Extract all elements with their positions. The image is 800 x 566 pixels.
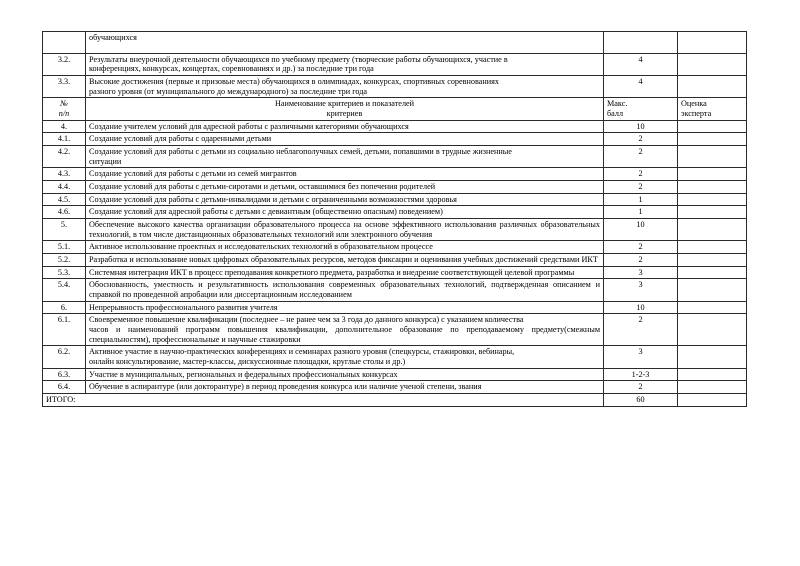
row-number-cell: 5.1. — [43, 241, 86, 254]
total-label: ИТОГО: — [43, 394, 604, 407]
row-score-cell[interactable]: 1-2-3 — [604, 368, 678, 381]
row-score-cell[interactable]: 3 — [604, 346, 678, 368]
row-eval-cell[interactable] — [678, 146, 747, 168]
table-row — [43, 76, 747, 98]
row-number-cell: 4.3. — [43, 168, 86, 181]
row-number-cell: 4.5. — [43, 193, 86, 206]
row-name-cell: Обеспечение высокого качества организации образовательного процесса на основе эффективного использования различных образовательных технологий, в том числе дистанционных образовательных технологий или электронного обучения — [86, 219, 604, 241]
criterion-text-extra: ситуации — [89, 156, 122, 166]
row-score-cell[interactable] — [604, 32, 678, 54]
row-score-cell[interactable]: 2 — [604, 146, 678, 168]
row-number-cell: 6.3. — [43, 368, 86, 381]
row-name-cell — [86, 32, 604, 54]
table-row — [43, 241, 747, 254]
row-name-cell: Создание условий для адресной работы с детьми с девиантным (общественно опасным) поведением) — [86, 206, 604, 219]
row-score-cell[interactable]: 1 — [604, 193, 678, 206]
criterion-text-extra: разного уровня (от муниципального до международного) за последние три года — [89, 86, 368, 96]
row-score-cell[interactable]: 2 — [604, 314, 678, 346]
table-row — [43, 381, 747, 394]
row-number-cell: 5.2. — [43, 254, 86, 267]
row-number-cell: 4.4. — [43, 181, 86, 194]
criterion-text: Высокие достижения (первые и призовые места) обучающихся в олимпиадах, конкурсах, спортивных соревнованиях — [89, 77, 500, 87]
row-name-cell — [86, 76, 604, 98]
column-header-eval-line1: Оценка — [681, 99, 707, 109]
row-name-cell: Активное использование проектных и исследовательских технологий в образовательном процессе — [86, 241, 604, 254]
table-row — [43, 301, 747, 314]
row-number-cell: 3.3. — [43, 76, 86, 98]
row-number-cell: 6.1. — [43, 314, 86, 346]
row-name-cell: Обучение в аспирантуре (или докторантуре) в период проведения конкурса или наличие ученой степени, звания — [86, 381, 604, 394]
column-header-eval — [678, 98, 747, 120]
row-eval-cell[interactable] — [678, 193, 747, 206]
column-header-number-line1: № — [60, 99, 68, 109]
row-eval-cell[interactable] — [678, 181, 747, 194]
table-row — [43, 219, 747, 241]
table-row — [43, 146, 747, 168]
row-eval-cell[interactable] — [678, 76, 747, 98]
column-header-name-line1: Наименование критериев и показателей — [274, 99, 415, 109]
table-row — [43, 279, 747, 301]
row-eval-cell[interactable] — [678, 301, 747, 314]
row-number-cell: 5.3. — [43, 266, 86, 279]
table-row — [43, 181, 747, 194]
row-eval-cell[interactable] — [678, 266, 747, 279]
table-row — [43, 133, 747, 146]
table-row — [43, 254, 747, 267]
table-header-row — [43, 98, 747, 120]
criterion-text-extra: онлайн консультирование, мастер-классы, дискуссионные площадки, круглые столы и др.) — [89, 357, 406, 367]
criteria-scoring-table — [42, 31, 747, 407]
table-row — [43, 32, 747, 54]
row-number-cell: 4.1. — [43, 133, 86, 146]
criterion-text-extra: конференциях, конкурсах, концертах, соревнованиях и др.) за последние три года — [89, 64, 374, 74]
row-eval-cell[interactable] — [678, 219, 747, 241]
row-number-cell: 3.2. — [43, 53, 86, 75]
row-score-cell[interactable]: 4 — [604, 53, 678, 75]
row-name-cell: Создание условий для работы с детьми-инвалидами и детьми с ограниченными возможностями здоровья — [86, 193, 604, 206]
row-number-cell: 6. — [43, 301, 86, 314]
criterion-text-extra: часов и наименований программ повышения квалификации, дополнительное образование по преподаваемому предмету(смежным специальностям), профессиональные и научные стажировки — [89, 325, 600, 344]
row-score-cell[interactable]: 2 — [604, 381, 678, 394]
row-name-cell: Создание условий для работы с одаренными детьми — [86, 133, 604, 146]
row-name-cell: Системная интеграция ИКТ в процесс преподавания конкретного предмета, разработка и внедрение соответствующей целевой программы — [86, 266, 604, 279]
row-name-cell: Создание условий для работы с детьми из семей мигрантов — [86, 168, 604, 181]
table-row — [43, 266, 747, 279]
row-score-cell[interactable]: 4 — [604, 76, 678, 98]
row-eval-cell[interactable] — [678, 133, 747, 146]
row-name-cell — [86, 346, 604, 368]
row-eval-cell[interactable] — [678, 381, 747, 394]
table-row — [43, 53, 747, 75]
row-eval-cell[interactable] — [678, 346, 747, 368]
row-eval-cell[interactable] — [678, 206, 747, 219]
table-row — [43, 168, 747, 181]
row-eval-cell[interactable] — [678, 254, 747, 267]
row-name-cell: Создание условий для работы с детьми-сиротами и детьми, оставшимися без попечения родителей — [86, 181, 604, 194]
column-header-score-line1: Макс. — [607, 99, 628, 109]
row-number-cell: 4.2. — [43, 146, 86, 168]
row-name-cell: Обоснованность, уместность и результативность использования современных образовательных технологий, подтвержденная описанием и справкой по проведенной апробации или диссертационным исследованием — [86, 279, 604, 301]
row-score-cell[interactable]: 3 — [604, 279, 678, 301]
row-number-cell: 5.4. — [43, 279, 86, 301]
table-total-row — [43, 394, 747, 407]
column-header-score-line2: балл — [607, 109, 624, 119]
row-score-cell[interactable]: 2 — [604, 254, 678, 267]
column-header-number-line2: п/п — [58, 109, 70, 119]
column-header-number — [43, 98, 86, 120]
row-name-cell: Участие в муниципальных, региональных и федеральных профессиональных конкурсах — [86, 368, 604, 381]
row-name-cell — [86, 53, 604, 75]
row-score-cell[interactable]: 3 — [604, 266, 678, 279]
table-row — [43, 120, 747, 133]
row-eval-cell[interactable] — [678, 53, 747, 75]
criterion-text: Активное участие в научно-практических конференциях и семинарах разного уровня (спецкурсы, стажировки, вебинары, — [89, 347, 515, 357]
row-score-cell[interactable]: 10 — [604, 301, 678, 314]
row-eval-cell[interactable] — [678, 314, 747, 346]
column-header-score — [604, 98, 678, 120]
row-name-cell: Разработка и использование новых цифровых образовательных ресурсов, методов фиксации и оценивания учебных достижений средствами ИКТ — [86, 254, 604, 267]
row-number-cell: 6.4. — [43, 381, 86, 394]
row-number-cell: 6.2. — [43, 346, 86, 368]
row-eval-cell[interactable] — [678, 120, 747, 133]
criterion-text: Своевременное повышение квалификации (последнее – не ранее чем за 3 года до данного конкурса) с указанием количества — [89, 315, 524, 325]
row-number-cell: 5. — [43, 219, 86, 241]
table-row — [43, 193, 747, 206]
column-header-name — [86, 98, 604, 120]
table-row — [43, 206, 747, 219]
table-row — [43, 314, 747, 346]
row-name-cell — [86, 146, 604, 168]
row-eval-cell[interactable] — [678, 368, 747, 381]
row-name-cell — [86, 314, 604, 346]
criterion-text: Создание условий для работы с детьми из социально неблагополучных семей, детьми, попавшими в трудные жизненные — [89, 147, 512, 157]
row-eval-cell[interactable] — [678, 279, 747, 301]
row-score-cell[interactable]: 2 — [604, 133, 678, 146]
total-eval-cell[interactable] — [678, 394, 747, 407]
table-row — [43, 346, 747, 368]
column-header-name-line2: критериев — [326, 109, 363, 119]
table-row — [43, 368, 747, 381]
row-name-cell: Создание учителем условий для адресной работы с различными категориями обучающихся — [86, 120, 604, 133]
row-name-cell: Непрерывность профессионального развития учителя — [86, 301, 604, 314]
row-eval-cell[interactable] — [678, 168, 747, 181]
criterion-text: обучающихся — [89, 33, 137, 42]
column-header-eval-line2: эксперта — [681, 109, 712, 119]
row-eval-cell[interactable] — [678, 32, 747, 54]
row-score-cell[interactable]: 1 — [604, 206, 678, 219]
row-score-cell[interactable]: 2 — [604, 181, 678, 194]
row-score-cell[interactable]: 2 — [604, 168, 678, 181]
row-score-cell[interactable]: 10 — [604, 219, 678, 241]
total-score-cell[interactable]: 60 — [604, 394, 678, 407]
criterion-text: Результаты внеурочной деятельности обучающихся по учебному предмету (творческие работы обучающихся, участие в — [89, 54, 508, 64]
row-score-cell[interactable]: 10 — [604, 120, 678, 133]
row-eval-cell[interactable] — [678, 241, 747, 254]
row-number-cell: 4.6. — [43, 206, 86, 219]
row-score-cell[interactable]: 2 — [604, 241, 678, 254]
row-number-cell — [43, 32, 86, 54]
row-number-cell: 4. — [43, 120, 86, 133]
